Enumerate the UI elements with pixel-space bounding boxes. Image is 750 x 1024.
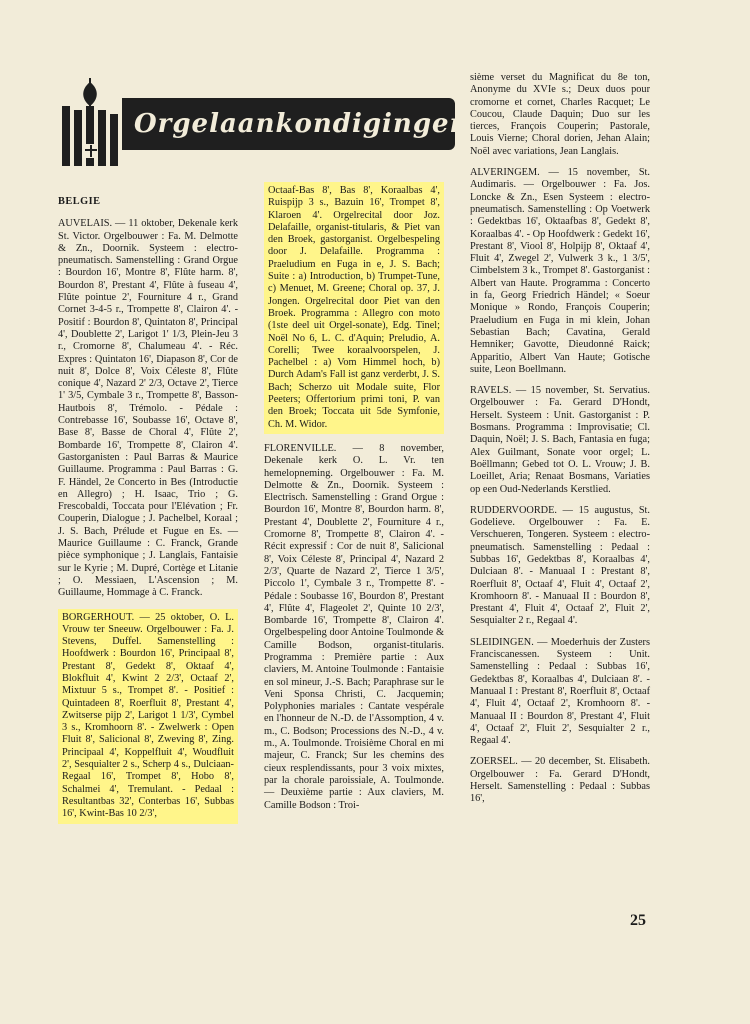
entry-zoersel: ZOERSEL. — 20 december, St. Elisabeth. Orgelbouwer : Fa. Gerard D'Hondt, Herselt. Samenstelling : Pedaal : Subbas 16',: [470, 756, 650, 805]
entry-borgerhout-continued-highlighted: Octaaf-Bas 8', Bas 8', Koraalbas 4', Ruispijp 3 s., Bazuin 16', Trompet 8', Klaroen 4'. Orgelrecital door Joz. Delafaille, organist-titularis, & Piet van den Broek, gastorganist. Orgelbespeling door J. Delafaille. Programma : Praeludium en Fuga in e, J. S. Bach; Suite : a) Introduction, b) Trumpet-Tune, c) Menuet, M. Greene; Choral op. 37, J. Jongen. Orgelrecital door Piet van den Broek. Programma : Allegro con moto (1ste deel uit Orgel-sonate), Edg. Tinel; Noël No 6, L. C. d'Aquin; Preludio, A. Corelli; Twee koraalvoorspelen, J. Pachelbel : a) Vom Himmel hoch, b) Durch Adam's Fall ist ganz verderbt, J. S. Bach; Scherzo uit Modale suite, Flor Peeters; Offertorium primi toni, P. van den Broek; Toccata uit 5de Symfonie, Ch. M. Widor.: [264, 182, 444, 434]
entry-alveringem: ALVERINGEM. — 15 november, St. Audimaris. — Orgelbouwer : Fa. Jos. Loncke & Zn., Esen Systeem : electro-pneumatisch. Samenstelling : Op Voetwerk : Gedektbas 16', Oktaafbas 8', Gedekt 8', Koraalbas 4'. - Op Hoofdwerk : Gedekt 16', Prestant 8', Viool 8', Holpijp 8', Oktaaf 4', Fluit 4', Zwegel 2', Vulwerk 3 k., 1 3/5', Cimbelstem 3 k., Trompet 8'. Gastorganist : Albert van Haute. Programma : Concerto in fa, Georg Friedrich Händel; « Soeur Monique » Rondo, François Couperin; Praeludium en Fuga in mi klein, Johan Sebastian Bach; Cavatina, Gerald Hemniker; Gavotte, Dieudonné Raick; Apparitio, Albert Van Haute; Gotische suite, Leon Boellmann.: [470, 167, 650, 375]
header-logo: [60, 78, 470, 170]
country-heading: BELGIE: [58, 196, 101, 207]
entry-sleidingen: SLEIDINGEN. — Moederhuis der Zusters Franciscanessen. Systeem : Unit. Samenstelling : Pedaal : Subbas 16', Gedektbas 8', Koraalbas 4', Dulciaan 8'. - Manuaal I : Prestant 8', Roerfluit 8', Octaaf 4', Fluit 4', Octaaf 2', Kromhoorn 8'. - Manuaal II : Bourdon 8', Prestant 4', Fluit 4', Octaaf 2', Fluit 2', Sesquialter 2 r., Regaal 4'.: [470, 636, 650, 747]
column-1: [58, 196, 238, 833]
organ-emblem-icon: [60, 78, 124, 170]
entry-borgerhout-highlighted: BORGERHOUT. — 25 oktober, O. L. Vrouw ter Sneeuw. Orgelbouwer : Fa. J. Stevens, Duffel. Samenstelling : Hoofdwerk : Bourdon 16', Principaal 8', Prestant 8', Gedekt 8', Oktaaf 4', Blokfluit 4', Kwint 2 2/3', Octaaf 2', Mixtuur 5 s., Trompet 8'. - Positief : Quintadeen 8', Roerfluit 8', Prestant 4', Zwitserse pijp 2', Larigot 1 1/3', Cymbel 3 s., Kromhoorn 8'. - Zwelwerk : Open Fluit 8', Salicional 8', Zweving 8', Zing. Principaal 4', Koppelfluit 4', Woudfluit 2', Sesquialter 2 s., Scherp 4 s., Dulciaan-Regaal 16', Trompet 8', Hobo 8', Schalmei 4', Tremulant. - Pedaal : Resultantbas 32', Conterbas 16', Subbas 16', Kwint-Bas 10 2/3',: [58, 609, 238, 824]
page-title: Orgelaankondigingen: [122, 98, 455, 150]
entry-auvelais: AUVELAIS. — 11 oktober, Dekenale kerk St. Victor. Orgelbouwer : Fa. M. Delmotte & Zn., Doornik. Systeem : electro-pneumatisch. Samenstelling : Grand Orgue : Bourdon 16', Montre 8', Flûte harm. 8', Bourdon 8', Prestant 4', Flûte à fuseau 4', Flûte pointue 2', Fourniture 4 r., Grand Cornet 3-4-5 r., Trompette 8', Clairon 4'. - Positif : Bourdon 8', Quintaton 8', Principal 4', Doublette 2', Larigot 1' 1/3, Plein-Jeu 3 r., Cromorne 8', Chalumeau 4'. - Réc. Expres : Quintaton 16', Diapason 8', Cor de nuit 8', Dolce 8', Voix Céleste 8', Flûte conique 4', Nazard 2' 2/3, Octave 2', Tierce 1' 3/5, Cymbale 3 r., Trompette 8', Basson-Hautbois 8', Trémolo. - Pédale : Contrebasse 16', Soubasse 16', Octave 8', Base 8', Basse de Choral 4', Flûte 2', Bombarde 16', Trompette 8', Clairon 4'. Gastorganisten : Paul Barras & Maurice Guillaume. Programma : Paul Barras : G. F. Händel, 2e Concerto in Bes (Introductie en Allegro) ; H. Isaac, Trio ; G. Frescobaldi, Toccata pour l'Elévation ; Fr. Couperin, Dialogue ; J. Pachelbel, Koraal ; J. S. Bach, Prélude et Fugue en Es. — Maurice Guillaume : C. Franck, Grande pièce symphonique ; J. Langlais, Fantaisie sur le Kyrie ; M. Dupré, Cortège et Litanie ; O. Messiaen, L'Ascension ; M. Guillaume, Hommage à C. Franck.: [58, 218, 238, 599]
page-number: 25: [630, 912, 646, 929]
entry-ravels: RAVELS. — 15 november, St. Servatius. Orgelbouwer : Fa. Gerard D'Hondt, Herselt. Systeem : Unit. Gastorganist : P. Bosmans. Programma : Improvisatie; Cl. Daquin, Noël; J. S. Bach, Fantasia en fuga; Alex Guilmant, Sonate voor orgel; L. Boëllmann; Gebed tot O. L. Vrouw; J. B. Loeillet, Aria; Renaat Bosmans, Variaties op een Oud-Nederlands Kerstlied.: [470, 385, 650, 495]
entry-florenville-continued: sième verset du Magnificat du 8e ton, Anonyme du XVIe s.; Deux duos pour cromorne et cornet, Charles Racquet; Le Coucou, Claude Daquin; Duo sur les tierces, François Couperin; Pastorale, Louis Vierne; Choral dorien, Jehan Alain; Noël avec variations, Jean Langlais.: [470, 72, 650, 157]
column-3: [470, 72, 650, 815]
column-2: [264, 182, 444, 821]
entry-ruddervoorde: RUDDERVOORDE. — 15 augustus, St. Godelieve. Orgelbouwer : Fa. E. Verschueren, Tongeren. Systeem : electro-pneumatisch. Samenstelling : Pedaal : Subbas 16', Gedektbas 8', Koraalbas 4', Dulciaan 8'. - Manuaal I : Prestant 8', Roerfluit 8', Octaaf 4', Fluit 4', Octaaf 2', Kromhoorn 8'. - Manuaal II : Bourdon 8', Prestant 4', Fluit 4', Octaaf 2', Fluit 2', Sesquialter 2 r., Regaal 4'.: [470, 504, 650, 627]
entry-florenville: FLORENVILLE. — 8 november, Dekenale kerk O. L. Vr. ten hemelopneming. Orgelbouwer : Fa. M. Delmotte & Zn., Doornik. Systeem : Electrisch. Samenstelling : Grand Orgue : Bourdon 16', Montre 8', Bourdon harm. 8', Prestant 4', Doublette 2', Fourniture 4 r., Cromorne 8', Trompette 8', Clairon 4'. - Récit expressif : Cor de nuit 8', Salicional 8', Voix Céleste 8', Principal 4', Nazard 2 2/3', Quarte de Nazard 2', Tierce 1 3/5', Piccolo 1', Cymbale 3 r., Trompette 8'. - Pédale : Soubasse 16', Bourdon 8', Prestant 4', Flûte 4', Flageolet 2', Quinte 10 2/3', Bombarde 16', Trompette 8', Clairon 4'. Orgelbespeling door Antoine Toulmonde & Camille Bodson, organist-titularis. Programma : Première partie : Aux claviers, M. Antoine Toulmonde : Fantaisie en sol mineur, J.-S. Bach; Paraphrase sur le Veni Sponsa Christi, C. Jacquemin; Polyphonies mariales : Cantate vespérale en l'honneur de N.-D. de l'Assomption, 4 v. m., C. Bodson; Processions des N.-D., 4 v. m., A. Toulmonde. Troisième Choral en mi majeur, C. Franck; Sur les chemins des cieux resplendissants, pour 3 voix mixtes, par la chorale paroissiale, A. Toulmonde. — Deuxième partie : Aux claviers, M. Camille Bodson : Troi-: [264, 442, 444, 811]
